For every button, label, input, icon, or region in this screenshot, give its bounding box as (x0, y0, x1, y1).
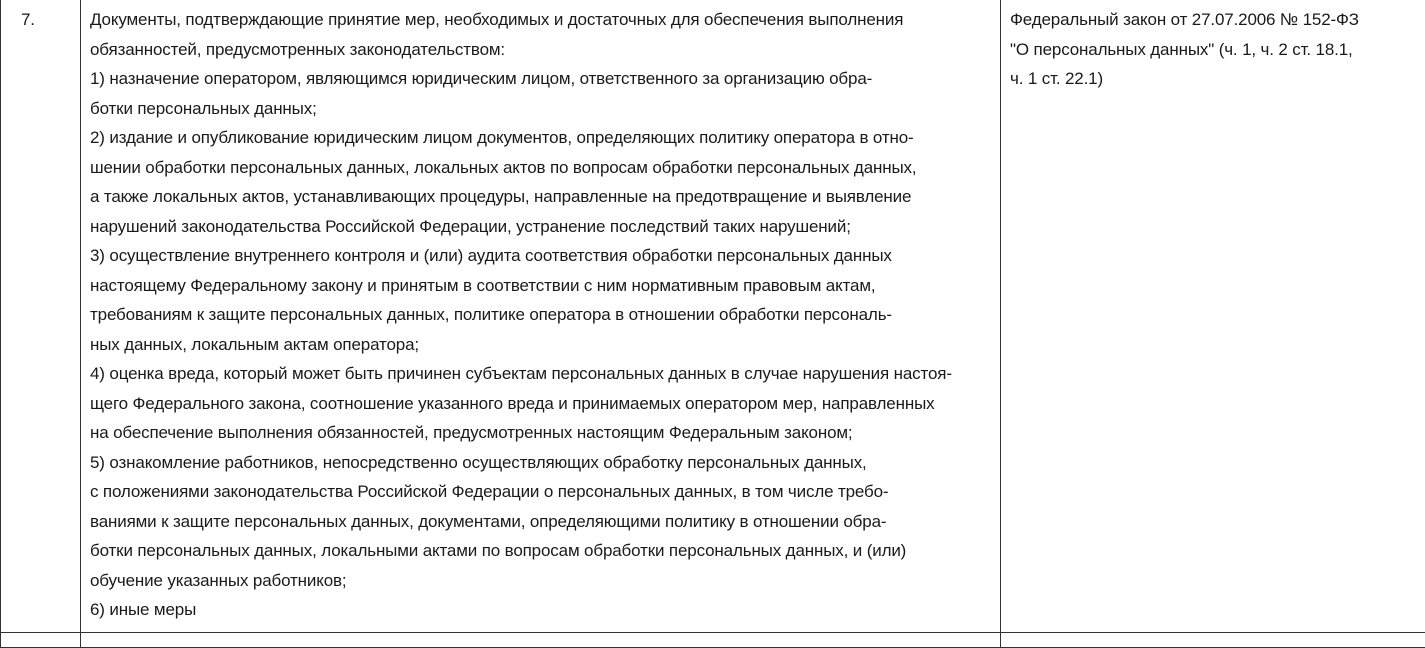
content-line: требованиям к защите персональных данных, политике оператора в отношении обработки персональ- (90, 300, 992, 330)
content-line: на обеспечение выполнения обязанностей, предусмотренных настоящим Федеральным законом; (90, 418, 992, 448)
content-line: 1) назначение оператором, являющимся юридическим лицом, ответственного за организацию обра- (90, 64, 992, 94)
row-number-cell (1, 0, 81, 633)
content-line: 2) издание и опубликование юридическим лицом документов, определяющих политику оператора в отно- (90, 123, 992, 153)
content-line: щего Федерального закона, соотношение указанного вреда и принимаемых оператором мер, направленных (90, 389, 992, 419)
content-line: настоящему Федеральному закону и принятым в соответствии с ним нормативным правовым актам, (90, 271, 992, 301)
law-reference-line: Федеральный закон от 27.07.2006 № 152-ФЗ (1010, 5, 1417, 35)
content-line: 3) осуществление внутреннего контроля и (или) аудита соответствия обработки персональных данных (90, 241, 992, 271)
law-reference-cell (1001, 0, 1425, 633)
next-row-content-cell (81, 633, 1001, 648)
content-line: 6) иные меры (90, 595, 992, 625)
content-line: Документы, подтверждающие принятие мер, необходимых и достаточных для обеспечения выполнения (90, 5, 992, 35)
row-number: 7. (21, 5, 80, 35)
content-line: шении обработки персональных данных, локальных актов по вопросам обработки персональных данных, (90, 153, 992, 183)
content-cell (81, 0, 1001, 633)
content-line: с положениями законодательства Российской Федерации о персональных данных, в том числе требо- (90, 477, 992, 507)
content-line: нарушений законодательства Российской Федерации, устранение последствий таких нарушений; (90, 212, 992, 242)
content-line: 4) оценка вреда, который может быть причинен субъектам персональных данных в случае нарушения настоя- (90, 359, 992, 389)
law-reference-line: "О персональных данных" (ч. 1, ч. 2 ст. 18.1, (1010, 35, 1417, 65)
table-row (1, 0, 1425, 633)
next-row-law-cell (1001, 633, 1425, 648)
content-line: ботки персональных данных, локальными актами по вопросам обработки персональных данных, и (или) (90, 536, 992, 566)
content-line: обучение указанных работников; (90, 566, 992, 596)
next-row-number-cell (1, 633, 81, 648)
content-line: ботки персональных данных; (90, 94, 992, 124)
law-reference-line: ч. 1 ст. 22.1) (1010, 64, 1417, 94)
content-line: а также локальных актов, устанавливающих процедуры, направленные на предотвращение и выявление (90, 182, 992, 212)
content-line: ных данных, локальным актам оператора; (90, 330, 992, 360)
table-row-next (1, 633, 1425, 648)
content-line: 5) ознакомление работников, непосредственно осуществляющих обработку персональных данных, (90, 448, 992, 478)
content-line: ваниями к защите персональных данных, документами, определяющими политику в отношении обра- (90, 507, 992, 537)
content-line: обязанностей, предусмотренных законодательством: (90, 35, 992, 65)
